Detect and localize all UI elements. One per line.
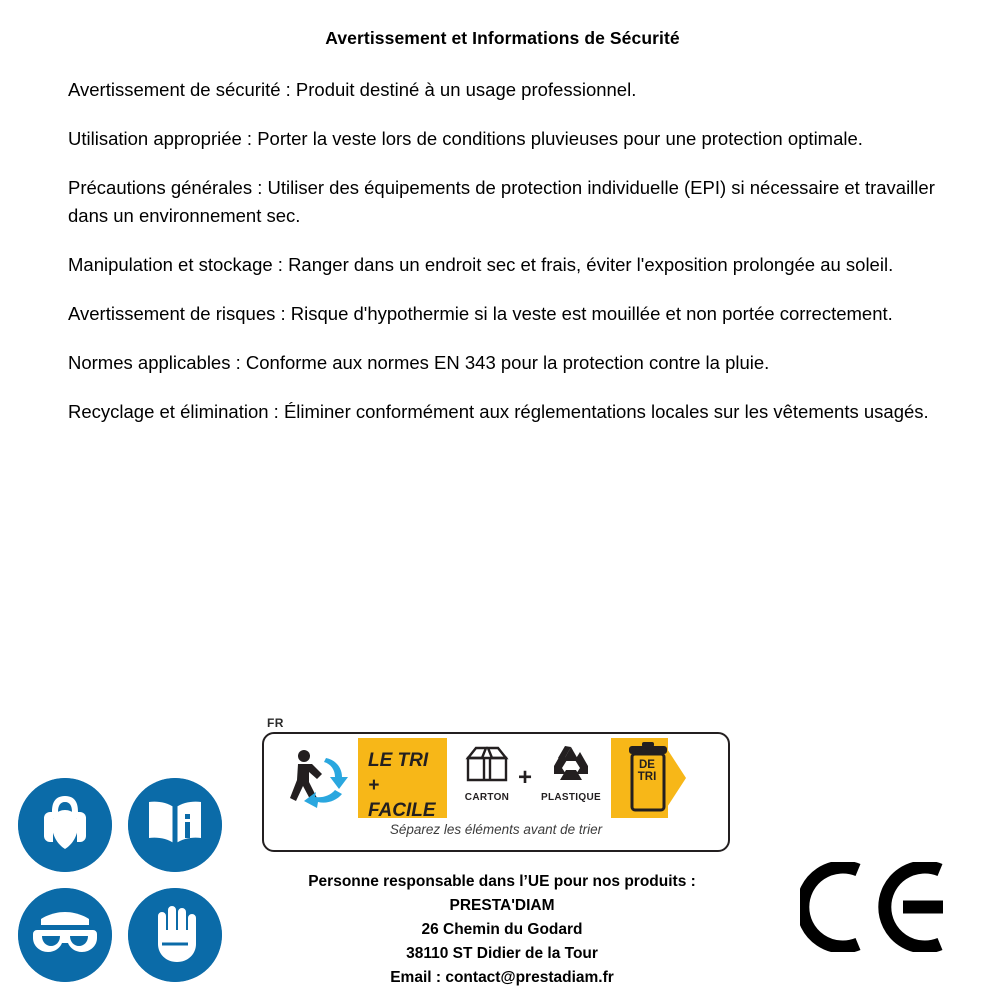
company-street: 26 Chemin du Godard — [421, 921, 583, 938]
plastique-label: PLASTIQUE — [541, 792, 601, 803]
read-instructions-icon — [128, 778, 222, 872]
ear-protection-icon — [18, 778, 112, 872]
bac-line2: DE — [639, 758, 655, 771]
triman-box — [262, 732, 730, 852]
responsible-heading — [182, 870, 822, 894]
ce-mark-icon — [800, 862, 950, 952]
paragraph: Avertissement de sécurité : Produit destiné à un usage professionnel. — [68, 79, 637, 100]
plus-icon: + — [518, 764, 533, 791]
paragraph: Avertissement de risques : Risque d'hypothermie si la veste est mouillée et non portée correctement. — [68, 303, 893, 324]
page-title: Avertissement et Informations de Sécurité — [325, 28, 680, 48]
carton-label: CARTON — [464, 792, 510, 803]
paragraph: Normes applicables : Conforme aux normes EN 343 pour la protection contre la pluie. — [68, 352, 770, 373]
company-city: 38110 ST Didier de la Tour — [406, 945, 598, 962]
paragraph: Manipulation et stockage : Ranger dans un endroit sec et frais, éviter l'exposition prolongée au soleil. — [68, 254, 894, 275]
triman-headline-line2: + FACILE — [368, 775, 436, 821]
triman-headline — [368, 748, 446, 823]
safety-information-body — [68, 76, 940, 447]
responsible-person-block — [182, 870, 822, 990]
responsible-region: UE — [527, 873, 550, 890]
bac-line3: TRI — [637, 771, 657, 783]
triman-language-tag: FR — [267, 716, 284, 730]
company-name: PRESTA'DIAM — [449, 897, 555, 914]
bac-line1: BAC — [634, 746, 660, 758]
paragraph: Précautions générales : Utiliser des équipements de protection individuelle (EPI) si nécessaire et travailler dans un environnement sec. — [68, 177, 935, 226]
triman-recycling-label — [262, 716, 726, 848]
bac-de-tri-label — [616, 746, 678, 784]
carton-icon — [456, 742, 518, 803]
plastique-icon — [536, 742, 606, 803]
triman-headline-line1: LE TRI — [368, 750, 429, 771]
responsible-prefix: Personne responsable dans l’ — [308, 873, 528, 890]
paragraph: Utilisation appropriée : Porter la veste lors de conditions pluvieuses pour une protection optimale. — [68, 128, 863, 149]
triman-sorting-person-icon — [272, 742, 356, 814]
responsible-suffix: pour nos produits : — [549, 873, 696, 890]
triman-footer-text: Séparez les éléments avant de trier — [389, 822, 603, 837]
paragraph: Recyclage et élimination : Éliminer conformément aux réglementations locales sur les vêtements usagés. — [68, 401, 929, 422]
company-email: Email : contact@prestadiam.fr — [390, 969, 614, 986]
eye-protection-icon — [18, 888, 112, 982]
